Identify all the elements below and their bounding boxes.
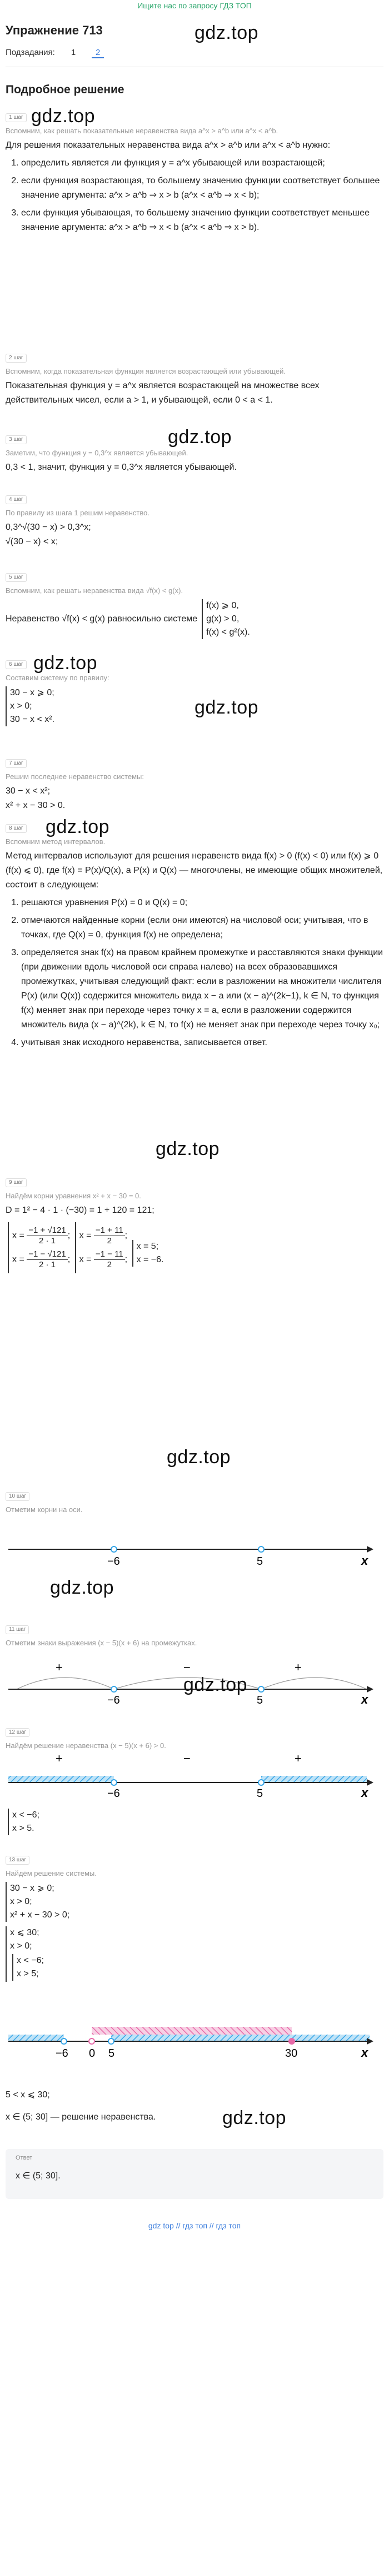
watermark: gdz.top [183, 1674, 248, 1695]
step-4 [6, 491, 383, 549]
axis-arrow [367, 2038, 373, 2045]
sign-plus-left: + [56, 1660, 63, 1674]
step-recall: Составим систему по правилу: [6, 674, 109, 682]
system-1 [6, 1882, 69, 1922]
tick-label-b: 5 [257, 1694, 263, 1705]
axis-label-x: x [361, 1554, 368, 1566]
numerator: −1 + 11 [94, 1226, 125, 1236]
watermark: gdz.top [194, 697, 259, 718]
watermark: gdz.top [33, 652, 98, 674]
system-line: 30 − x ⩾ 0; [10, 688, 54, 697]
watermark: gdz.top [222, 2107, 287, 2128]
axis-arrow [367, 1686, 373, 1693]
step-badge: 12 шаг [6, 1728, 29, 1737]
point-thirty [289, 2038, 295, 2044]
system-line: 30 − x ⩾ 0; [10, 1884, 54, 1893]
step-badge: 10 шаг [6, 1492, 29, 1501]
step-recall: Решим последнее неравенство системы: [6, 772, 144, 781]
step-13-result [6, 2088, 383, 2125]
x-eq: x = [12, 1231, 24, 1241]
watermark: gdz.top [167, 1447, 231, 1468]
system-line: x > 0; [10, 1941, 32, 1951]
step-recall: Найдём корни уравнения x² + x − 30 = 0. [6, 1192, 141, 1200]
root-point-b [258, 1780, 264, 1785]
step-badge: 8 шаг [6, 824, 27, 833]
step-9 [6, 1174, 383, 1274]
root-point-b [258, 1686, 264, 1692]
subquestions-label: Подзадания: [6, 48, 55, 57]
system-line: x² + x − 30 > 0; [10, 1910, 70, 1920]
footer-links[interactable]: gdz top // гдз топ // гдз топ [148, 2221, 241, 2230]
tick-label-thirty: 30 [285, 2047, 298, 2060]
system-line: x ⩽ 30; [10, 1928, 39, 1937]
list-item: 2. отмечаются найденные корни (если они имеются) на числовой оси; учитывая, что в точках, где Q(x) = 0, функция f(x) не определена; [21, 913, 383, 942]
step-line: √(30 − x) < x; [6, 537, 58, 546]
step-text: Показательная функция y = a^x является возрастающей на множестве всех действительных чисел, если a > 1, и убывающей, если 0 < a < 1. [6, 381, 320, 405]
number-line-solution [6, 1749, 383, 1799]
hatch-right [261, 1776, 367, 1782]
fraction [27, 1226, 67, 1246]
step-1 [6, 106, 383, 238]
page-title: Упражнение 713 [6, 23, 103, 37]
step-badge: 13 шаг [6, 1856, 29, 1865]
answer-value: x ∈ (5; 30]. [16, 2171, 61, 2181]
x-eq: x = [79, 1231, 92, 1241]
step-recall: Вспомним метод интервалов. [6, 837, 106, 846]
step-list [6, 896, 383, 1050]
step-badge: 4 шаг [6, 495, 27, 504]
arc-right [261, 1678, 367, 1689]
step-7 [6, 755, 383, 813]
tick-label-a: −6 [107, 1787, 120, 1799]
answer-label: Ответ [16, 2155, 33, 2161]
sign-plus-right: + [295, 1751, 302, 1765]
axis-arrow [367, 1779, 373, 1786]
step-badge: 1 шаг [6, 113, 27, 122]
sign-minus: − [183, 1751, 191, 1765]
set-line: x < −6; [12, 1810, 39, 1820]
step-line: 30 − x < x²; [6, 786, 51, 796]
roots-set-1: x = $\frac{-1 + √121}{2 \cdot 1}$ ; x = $\frac{-1 - √121}{2 \cdot 1}$ ; [8, 1222, 70, 1273]
number-line-roots [6, 1522, 383, 1566]
set-line: x > 5. [12, 1824, 34, 1833]
hatch-pink [92, 2027, 292, 2035]
root-point-a [111, 1686, 117, 1692]
list-item: 3. определяется знак f(x) на правом крайнем промежутке и расставляются знаки функции (при движении вдоль числовой оси справа налево) на всех образовавшихся промежутках, учитывая следующий факт: если в разложении на множители числителя P(x) (или Q(x)) содержится множитель вида x − a или (x − a)^(2k−1), k ∈ N, то функция f(x) меняет знак при переходе через точку x = a, если в разложении содержится множитель вида (x − a)^(2k), k ∈ N, то f(x) не меняет знак при переходе через точку x₀; [21, 946, 383, 1032]
step-badge: 6 шаг [6, 660, 27, 669]
step-12-result [6, 1807, 383, 1836]
sign-minus: − [183, 1660, 191, 1674]
root-point-a [111, 1546, 117, 1552]
denominator: 2 · 1 [38, 1236, 56, 1246]
x-eq: x = [79, 1254, 92, 1264]
number-line-system [6, 2010, 383, 2060]
list-item: 4. учитывая знак исходного неравенства, записывается ответ. [21, 1036, 383, 1050]
axis-label-x: x [361, 2046, 368, 2060]
step-recall: Отметим знаки выражения (x − 5)(x + 6) на промежутках. [6, 1639, 197, 1647]
set-line: x > 5; [17, 1969, 39, 1979]
numerator: −1 − √121 [27, 1249, 67, 1260]
step-badge: 3 шаг [6, 435, 27, 444]
step-badge: 5 шаг [6, 573, 27, 582]
step-recall: Найдём решение неравенства (x − 5)(x + 6) > 0. [6, 1741, 166, 1750]
arc-left [17, 1678, 114, 1689]
step-3 [6, 428, 383, 475]
roots-set-2: x = $\frac{-1 + 11}{2}$ ; x = $\frac{-1 - 11}{2}$ ; [75, 1222, 127, 1273]
answer-box [6, 2149, 383, 2199]
denominator: 2 · 1 [38, 1260, 56, 1269]
step-5 [6, 569, 383, 640]
root-line: x = −6. [136, 1254, 164, 1264]
fraction [27, 1249, 67, 1270]
system-line: f(x) < g²(x). [206, 627, 250, 637]
hatch-left [8, 1776, 114, 1782]
step-recall: Отметим корни на оси. [6, 1505, 83, 1514]
subquestion-2[interactable]: 2 [92, 48, 104, 58]
system-line: 30 − x < x². [10, 715, 55, 724]
axis-label-x: x [361, 1693, 368, 1705]
root-line: x = 5; [136, 1241, 159, 1251]
system [202, 599, 250, 639]
denominator: 2 [107, 1260, 112, 1269]
system-line: x > 0; [10, 1897, 32, 1906]
discriminant: D = 1² − 4 · 1 · (−30) = 1 + 120 = 121; [6, 1206, 154, 1215]
tick-label-b: 5 [257, 1555, 263, 1566]
tick-label-a: −6 [107, 1555, 120, 1566]
solution-set [8, 1809, 39, 1835]
hatch-right [111, 2035, 370, 2041]
step-badge: 7 шаг [6, 759, 27, 768]
step-text: Неравенство √f(x) < g(x) равносильно системе [6, 614, 198, 624]
watermark: gdz.top [194, 22, 259, 43]
step-recall: Заметим, что функция y = 0,3^x является убывающей. [6, 449, 188, 457]
tick-label-neg6: −6 [56, 2047, 68, 2060]
step-recall: По правилу из шага 1 решим неравенство. [6, 509, 149, 517]
sign-plus-right: + [295, 1660, 302, 1674]
step-10 [6, 1488, 383, 1517]
list-item: 1. определить является ли функция y = a^x убывающей или возрастающей; [21, 156, 383, 170]
denominator: 2 [107, 1236, 112, 1246]
step-11 [6, 1621, 383, 1650]
system-line: x > 0; [10, 701, 32, 711]
step-recall: Вспомним, как решать показательные неравенства вида a^x > a^b или a^x < a^b. [6, 127, 278, 135]
step-intro: Для решения показательных неравенства вида a^x > a^b или a^x < a^b нужно: [6, 140, 331, 150]
list-item: 2. если функция возрастающая, то большему значению функции соответствует большее значение аргумента: a^x > a^b ⇒ x > b (a^x < a^b ⇒ x < b); [21, 174, 383, 203]
numerator: −1 + √121 [27, 1226, 67, 1236]
system [6, 686, 54, 726]
x-eq: x = [12, 1254, 24, 1264]
roots-final [132, 1240, 164, 1267]
step-line: 0,3^√(30 − x) > 0,3^x; [6, 523, 91, 532]
result-line: x ∈ (5; 30] — решение неравенства. [6, 2112, 156, 2122]
step-2 [6, 350, 383, 408]
numerator: −1 − 11 [94, 1249, 125, 1260]
point-five [108, 2038, 114, 2044]
axis-arrow [367, 1546, 373, 1553]
fraction [94, 1249, 125, 1270]
step-line: x² + x − 30 > 0. [6, 801, 66, 810]
watermark: gdz.top [156, 1138, 220, 1159]
step-badge: 11 шаг [6, 1625, 29, 1634]
step-8 [6, 816, 383, 1053]
watermark: gdz.top [31, 106, 96, 127]
system-2 [6, 1926, 44, 1982]
watermark: gdz.top [46, 816, 110, 837]
axis-label-x: x [361, 1786, 368, 1799]
step-recall: Вспомним, как решать неравенства вида √f(x) < g(x). [6, 586, 183, 595]
fraction [94, 1226, 125, 1246]
step-text: 0,3 < 1, значит, функция y = 0,3^x является убывающей. [6, 463, 237, 472]
set-line: x < −6; [17, 1956, 44, 1965]
list-item: 1. решаются уравнения P(x) = 0 и Q(x) = 0; [21, 896, 383, 910]
top-search-hint[interactable]: Ищите нас по запросу ГДЗ ТОП [137, 1, 252, 10]
watermark: gdz.top [168, 426, 232, 448]
step-list [6, 156, 383, 235]
tick-label-b: 5 [257, 1787, 263, 1799]
step-intro: Метод интервалов используют для решения неравенств вида f(x) > 0 (f(x) < 0) или f(x) ⩾ 0 (f(x) ⩽ 0), где f(x) = P(x)/Q(x), а P(x) и Q(x) — многочлены, не имеющие общих множителей, состоит в следующем: [6, 851, 383, 890]
result-line: 5 < x ⩽ 30; [6, 2090, 50, 2100]
system-line: f(x) ⩾ 0, [206, 601, 239, 610]
hatch-left [8, 2035, 64, 2041]
root-point-b [258, 1546, 264, 1552]
sign-plus-left: + [56, 1751, 63, 1765]
point-zero [89, 2038, 94, 2044]
step-recall: Найдём решение системы. [6, 1869, 97, 1877]
system-set [12, 1954, 44, 1981]
step-badge: 2 шаг [6, 354, 27, 363]
watermark: gdz.top [50, 1577, 114, 1598]
root-point-a [111, 1780, 117, 1785]
step-badge: 9 шаг [6, 1178, 27, 1187]
tick-label-five: 5 [108, 2047, 115, 2060]
solution-heading: Подробное решение [6, 83, 124, 96]
tick-label-a: −6 [107, 1694, 120, 1705]
step-recall: Вспомним, когда показательная функция является возрастающей или убывающей. [6, 367, 286, 375]
point-neg6 [61, 2038, 67, 2044]
subquestions [6, 48, 104, 58]
tick-label-zero: 0 [89, 2047, 96, 2060]
step-13 [6, 1852, 383, 1983]
system-line: g(x) > 0, [206, 614, 240, 624]
list-item: 3. если функция убывающая, то большему значению функции соответствует меньшее значение аргумента: a^x > a^b ⇒ x < b (a^x < a^b ⇒ x > b). [21, 206, 383, 235]
subquestion-1[interactable]: 1 [71, 48, 76, 57]
